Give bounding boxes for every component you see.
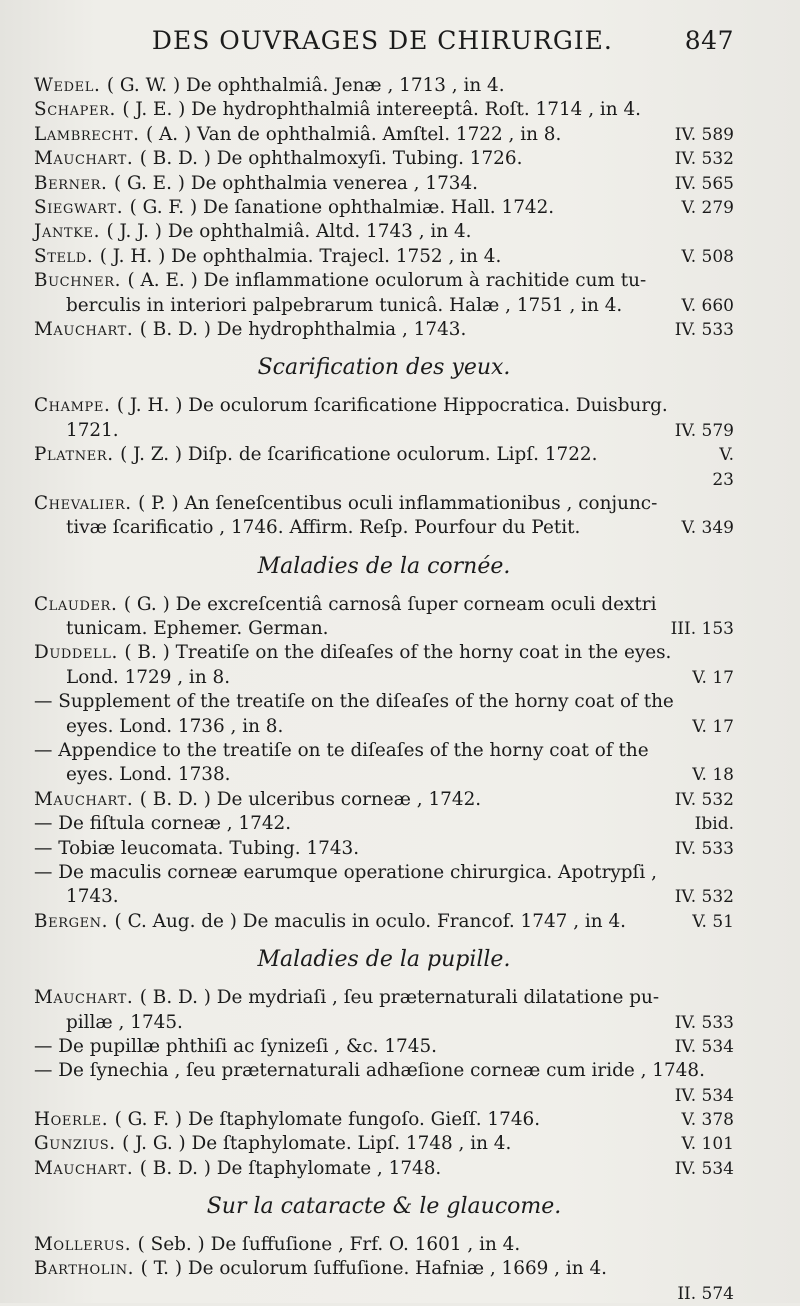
entry-author: Mollerus. (34, 1234, 138, 1256)
entry-author: Mauchart. (34, 1157, 140, 1179)
entry-reference-continued: 23 (712, 469, 734, 490)
entry-continuation-text: eyes. Lond. 1736 , in 8. (66, 715, 284, 737)
bibliography-entry (34, 123, 734, 147)
section-title: Scarification des yeux. (257, 355, 511, 381)
entry-author: Schaper. (34, 99, 123, 121)
entry-text (34, 269, 734, 293)
entry-author: Mauchart. (34, 788, 140, 810)
entry-reference: V. 101 (681, 1134, 734, 1155)
bibliography-entry (34, 1257, 734, 1281)
entry-continuation (34, 617, 734, 641)
bibliography-entry (34, 98, 734, 122)
entry-continuation (34, 1011, 734, 1035)
entry-title: ( G. F. ) De ſanatione ophthalmiæ. Hall. 1742. (129, 197, 555, 219)
entry-title: ( B. D. ) De ulceribus corneæ , 1742. (139, 788, 482, 810)
entry-reference: IV. 534 (674, 1158, 734, 1179)
entry-continuation-text: pillæ , 1745. (66, 1011, 183, 1033)
entry-continuation (34, 294, 734, 318)
section-title: Maladies de la cornée. (257, 553, 511, 579)
bibliography-list (34, 74, 734, 1306)
entry-title: ( G. W. ) De ophthalmiâ. Jenæ , 1713 , in 4. (106, 75, 505, 96)
entry-text (34, 986, 734, 1010)
entry-author: Bartholin. (34, 1258, 141, 1280)
entry-title: ( A. ) Van de ophthalmiâ. Amſtel. 1722 , in 8. (146, 123, 562, 145)
entry-title: — De maculis corneæ earumque operatione chirurgica. Apotrypſi , (34, 861, 657, 883)
entry-author: Jantke. (34, 221, 107, 243)
entry-title: — Appendice to the treatiſe on te diſeaſes of the horny coat of the (34, 739, 649, 761)
entry-text (34, 1233, 734, 1257)
entry-text (34, 318, 665, 342)
entry-text (34, 1108, 671, 1132)
entry-reference: II. 574 (677, 1283, 734, 1304)
bibliography-entry (34, 812, 734, 836)
entry-author: Buchner. (34, 270, 128, 292)
bibliography-entry (34, 196, 734, 220)
entry-text (34, 1132, 671, 1156)
entry-reference: IV. 533 (674, 838, 734, 859)
entry-text (34, 492, 734, 516)
entry-text (34, 910, 682, 934)
entry-reference: IV. 565 (674, 173, 734, 194)
entry-text (34, 245, 671, 269)
section-title: Sur la cataracte & le glaucome. (206, 1194, 562, 1220)
entry-title: ( B. ) Treatiſe on the diſeaſes of the horny coat in the eyes. (124, 642, 672, 664)
entry-reference: III. 153 (670, 618, 734, 639)
entry-text (34, 147, 665, 171)
entry-reference: V. 17 (692, 667, 734, 688)
entry-author: Gunzius. (34, 1133, 123, 1155)
entry-reference: V. 508 (681, 246, 734, 267)
entry-title: ( C. Aug. de ) De maculis in oculo. Francof. 1747 , in 4. (114, 910, 626, 932)
bibliography-entry (34, 74, 734, 98)
entry-text (34, 172, 665, 196)
entry-title: ( T. ) De oculorum ſuffuſione. Hafniæ , 1669 , in 4. (140, 1258, 607, 1280)
entry-text (34, 1035, 665, 1059)
bibliography-entry (34, 1059, 734, 1083)
entry-title: ( J. Z. ) Diſp. de ſcarificatione oculorum. Lipſ. 1722. (120, 444, 598, 466)
entry-continuation (34, 419, 734, 443)
entry-reference: IV. 533 (674, 320, 734, 341)
entry-continuation-text: eyes. Lond. 1738. (66, 764, 231, 786)
entry-title: ( G. E. ) De ophthalmia venerea , 1734. (113, 172, 479, 194)
entry-continuation (34, 885, 734, 909)
entry-text (34, 196, 671, 220)
entry-text (34, 593, 734, 617)
bibliography-entry (34, 172, 734, 196)
bibliography-entry (34, 318, 734, 342)
entry-continuation-text: berculis in interiori palpebrarum tunicâ. Halæ , 1751 , in 4. (66, 294, 623, 316)
entry-text (34, 812, 685, 836)
entry-title: — De pupillæ phthiſi ac ſynizeſi , &c. 1745. (34, 1036, 437, 1057)
entry-author: Hoerle. (34, 1108, 115, 1130)
bibliography-entry (34, 1132, 734, 1156)
bibliography-entry (34, 641, 734, 665)
section-title: Maladies de la pupille. (257, 947, 511, 973)
entry-author: Steld. (34, 245, 100, 267)
entry-reference: IV. 534 (674, 1037, 734, 1057)
bibliography-entry (34, 147, 734, 171)
entry-title: ( G. ) De excreſcentiâ carnosâ ſuper corneam oculi dextri (123, 593, 657, 615)
entry-author: Lambrecht. (34, 123, 146, 145)
bibliography-entry (34, 910, 734, 934)
entry-title: — Tobiæ leucomata. Tubing. 1743. (34, 837, 360, 859)
entry-text (34, 220, 734, 244)
entry-reference: V. (719, 445, 734, 466)
entry-title: ( J. H. ) De oculorum ſcarificatione Hippocratica. Duisburg. (116, 395, 668, 417)
bibliography-entry (34, 269, 734, 293)
entry-title: ( J. H. ) De ophthalmia. Trajecl. 1752 , in 4. (99, 245, 502, 267)
bibliography-entry (34, 220, 734, 244)
entry-author: Mauchart. (34, 987, 140, 1009)
page-header (34, 26, 734, 72)
entry-text (34, 1059, 734, 1083)
entry-text (34, 641, 734, 665)
entry-title: ( G. F. ) De ſtaphylomate fungoſo. Gieſſ. 1746. (114, 1108, 541, 1130)
entry-text (34, 739, 734, 763)
entry-author: Berner. (34, 172, 114, 194)
entry-reference: IV. 533 (674, 1012, 734, 1033)
bibliography-entry (34, 443, 734, 467)
entry-title: ( B. D. ) De hydrophthalmia , 1743. (139, 319, 467, 341)
entry-text (34, 98, 734, 122)
entry-continuation-text: Lond. 1729 , in 8. (66, 666, 231, 688)
entry-title: ( J. J. ) De ophthalmiâ. Altd. 1743 , in 4. (106, 221, 472, 243)
entry-continuation (34, 516, 734, 540)
entry-reference: V. 279 (681, 198, 734, 219)
entry-reference: V. 17 (692, 716, 734, 737)
bibliography-entry (34, 837, 734, 861)
entry-reference: IV. 579 (674, 420, 734, 441)
entry-author: Platner. (34, 444, 121, 466)
entry-title: ( A. E. ) De inflammatione oculorum à rachitide cum tu- (127, 270, 647, 292)
entry-title: — Supplement of the treatiſe on the diſeaſes of the horny coat of the (34, 691, 674, 713)
bibliography-entry (34, 1108, 734, 1132)
entry-continuation-text: tivæ ſcarificatio , 1746. Affirm. Reſp. Pourfour du Petit. (66, 517, 581, 539)
entry-author: Bergen. (34, 910, 115, 932)
entry-author: Siegwart. (34, 197, 130, 219)
entry-author: Mauchart. (34, 148, 140, 170)
bibliography-entry (34, 788, 734, 812)
entry-reference: IV. 534 (674, 1085, 734, 1106)
bibliography-entry (34, 1233, 734, 1257)
entry-title: — De fiſtula corneæ , 1742. (34, 813, 292, 835)
entry-reference: V. 378 (681, 1109, 734, 1130)
entry-title: ( B. D. ) De ſtaphylomate , 1748. (139, 1157, 442, 1179)
bibliography-entry (34, 492, 734, 516)
entry-text (34, 1257, 734, 1281)
entry-title: — De ſynechia , ſeu præternaturali adhæſione corneæ cum iride , 1748. (34, 1060, 705, 1082)
page-number: 847 (684, 26, 734, 55)
entry-text (34, 690, 734, 714)
bibliography-entry (34, 986, 734, 1010)
entry-text (34, 861, 734, 885)
entry-title: ( P. ) An ſeneſcentibus oculi inflammationibus , conjunc- (138, 492, 658, 514)
entry-text (34, 74, 734, 98)
bibliography-entry (34, 394, 734, 418)
entry-author: Duddell. (34, 642, 125, 664)
entry-reference: V. 349 (681, 518, 734, 539)
entry-title: ( B. D. ) De ophthalmoxyſi. Tubing. 1726. (139, 148, 523, 170)
bibliography-entry (34, 1035, 734, 1059)
entry-text (34, 443, 709, 467)
entry-title: ( J. E. ) De hydrophthalmiâ intereeptâ. Roſt. 1714 , in 4. (122, 99, 642, 121)
entry-continuation-text: tunicam. Ephemer. German. (66, 617, 329, 639)
entry-continuation (34, 715, 734, 739)
entry-reference: V. 660 (681, 295, 734, 316)
bibliography-entry (34, 739, 734, 763)
bibliography-entry (34, 245, 734, 269)
entry-text (34, 1157, 665, 1181)
entry-title: ( Seb. ) De ſuffuſione , Frf. O. 1601 , in 4. (137, 1234, 521, 1256)
running-head: DES OUVRAGES DE CHIRURGIE. (151, 26, 613, 55)
entry-title: ( J. G. ) De ſtaphylomate. Lipſ. 1748 , in 4. (122, 1133, 512, 1155)
entry-continuation (34, 763, 734, 787)
entry-author: Wedel. (34, 75, 107, 96)
entry-author: Clauder. (34, 593, 124, 615)
bibliography-entry (34, 1157, 734, 1181)
entry-reference: IV. 532 (674, 887, 734, 908)
entry-author: Mauchart. (34, 319, 140, 341)
entry-reference: IV. 589 (674, 124, 734, 145)
entry-text (34, 123, 665, 147)
entry-text (34, 837, 665, 861)
entry-text (34, 394, 734, 418)
entry-author: Champe. (34, 395, 117, 417)
entry-author: Chevalier. (34, 492, 139, 514)
entry-title: ( B. D. ) De mydriaſi , ſeu præternaturali dilatatione pu- (139, 987, 660, 1009)
entry-text (34, 788, 665, 812)
entry-continuation-text: 1721. (66, 419, 119, 441)
entry-reference: Ibid. (694, 814, 734, 835)
bibliography-entry (34, 593, 734, 617)
entry-reference: IV. 532 (674, 149, 734, 170)
entry-continuation (34, 666, 734, 690)
bibliography-entry (34, 861, 734, 885)
entry-reference: IV. 532 (674, 789, 734, 810)
entry-reference: V. 18 (692, 765, 734, 786)
bibliography-entry (34, 690, 734, 714)
entry-continuation-text: 1743. (66, 886, 119, 908)
entry-reference: V. 51 (692, 911, 734, 932)
